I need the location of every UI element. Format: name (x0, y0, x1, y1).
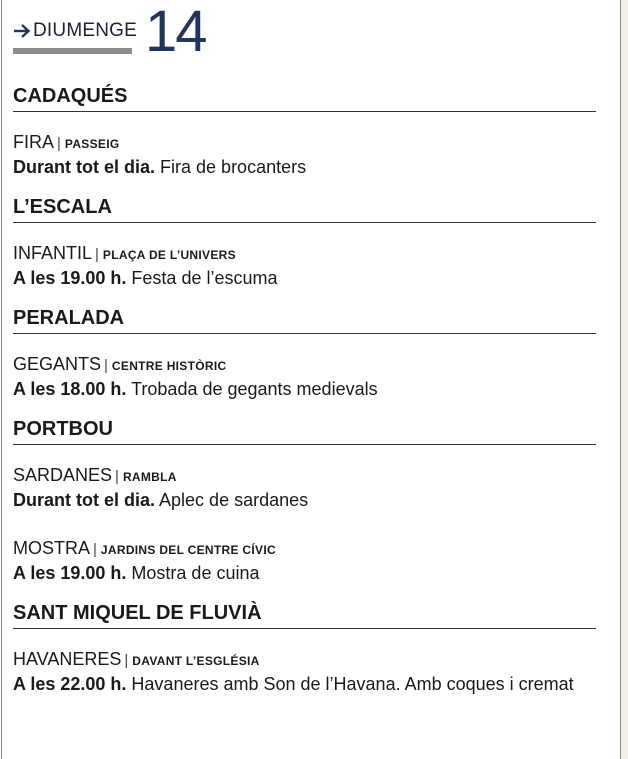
event-description: Fira de brocanters (160, 157, 307, 177)
event-details (13, 673, 596, 696)
town-section (13, 415, 596, 585)
event-separator: | (124, 652, 129, 669)
day-number: 14 (145, 0, 206, 64)
event-category: SARDANES (13, 465, 113, 485)
event-details (13, 156, 596, 179)
town-section (13, 82, 596, 179)
town-section (13, 193, 596, 290)
event-item (13, 536, 596, 585)
event-time: A les 19.00 h. (13, 563, 127, 583)
event-category: GEGANTS (13, 354, 102, 374)
event-category: HAVANERES (13, 649, 122, 669)
event-place: CENTRE HISTÒRIC (111, 359, 227, 373)
right-arrow-icon (13, 23, 31, 39)
agenda-content (13, 82, 596, 696)
event-time: Durant tot el dia. (13, 157, 156, 177)
event-time: Durant tot el dia. (13, 490, 156, 510)
event-list (13, 112, 596, 179)
event-heading (13, 241, 596, 267)
event-description: Festa de l’escuma (131, 268, 278, 288)
event-place: RAMBLA (122, 470, 177, 484)
event-category: FIRA (13, 132, 55, 152)
event-item (13, 463, 596, 512)
event-item (13, 647, 596, 696)
event-time: A les 22.00 h. (13, 674, 127, 694)
event-place: PLAÇA DE L’UNIVERS (102, 248, 236, 262)
event-details (13, 378, 596, 401)
event-heading (13, 130, 596, 156)
event-place: JARDINS DEL CENTRE CÍVIC (100, 543, 276, 557)
event-list (13, 629, 596, 696)
event-category: MOSTRA (13, 538, 91, 558)
event-list (13, 334, 596, 401)
event-list (13, 445, 596, 585)
day-label: DIUMENGE (33, 20, 137, 41)
event-separator: | (93, 541, 97, 558)
event-details (13, 562, 596, 585)
page-edge-strip (621, 0, 628, 759)
event-separator: | (57, 135, 61, 152)
town-title: PERALADA (13, 304, 596, 334)
day-underline (13, 48, 132, 54)
event-category: INFANTIL (13, 243, 93, 263)
event-separator: | (95, 246, 99, 263)
event-description: Havaneres amb Son de l’Havana. Amb coques i cremat (131, 674, 574, 694)
town-title: SANT MIQUEL DE FLUVIÀ (13, 599, 596, 629)
town-section (13, 599, 596, 696)
event-time: A les 19.00 h. (13, 268, 127, 288)
event-place: DAVANT L’ESGLÉSIA (132, 654, 260, 668)
town-section (13, 304, 596, 401)
event-description: Trobada de gegants medievals (131, 379, 378, 399)
left-border-line (1, 0, 2, 759)
event-item (13, 130, 596, 179)
event-item (13, 352, 596, 401)
event-item (13, 241, 596, 290)
event-place: PASSEIG (64, 137, 120, 151)
event-heading (13, 536, 596, 562)
day-header (13, 0, 313, 64)
day-label-group (13, 20, 137, 42)
event-heading (13, 647, 596, 673)
event-separator: | (115, 468, 119, 485)
event-description: Aplec de sardanes (159, 490, 309, 510)
event-description: Mostra de cuina (131, 563, 260, 583)
event-heading (13, 463, 596, 489)
event-separator: | (104, 357, 108, 374)
event-heading (13, 352, 596, 378)
town-title: PORTBOU (13, 415, 596, 445)
event-time: A les 18.00 h. (13, 379, 127, 399)
event-details (13, 489, 596, 512)
event-details (13, 267, 596, 290)
event-list (13, 223, 596, 290)
town-title: CADAQUÉS (13, 82, 596, 112)
town-title: L’ESCALA (13, 193, 596, 223)
